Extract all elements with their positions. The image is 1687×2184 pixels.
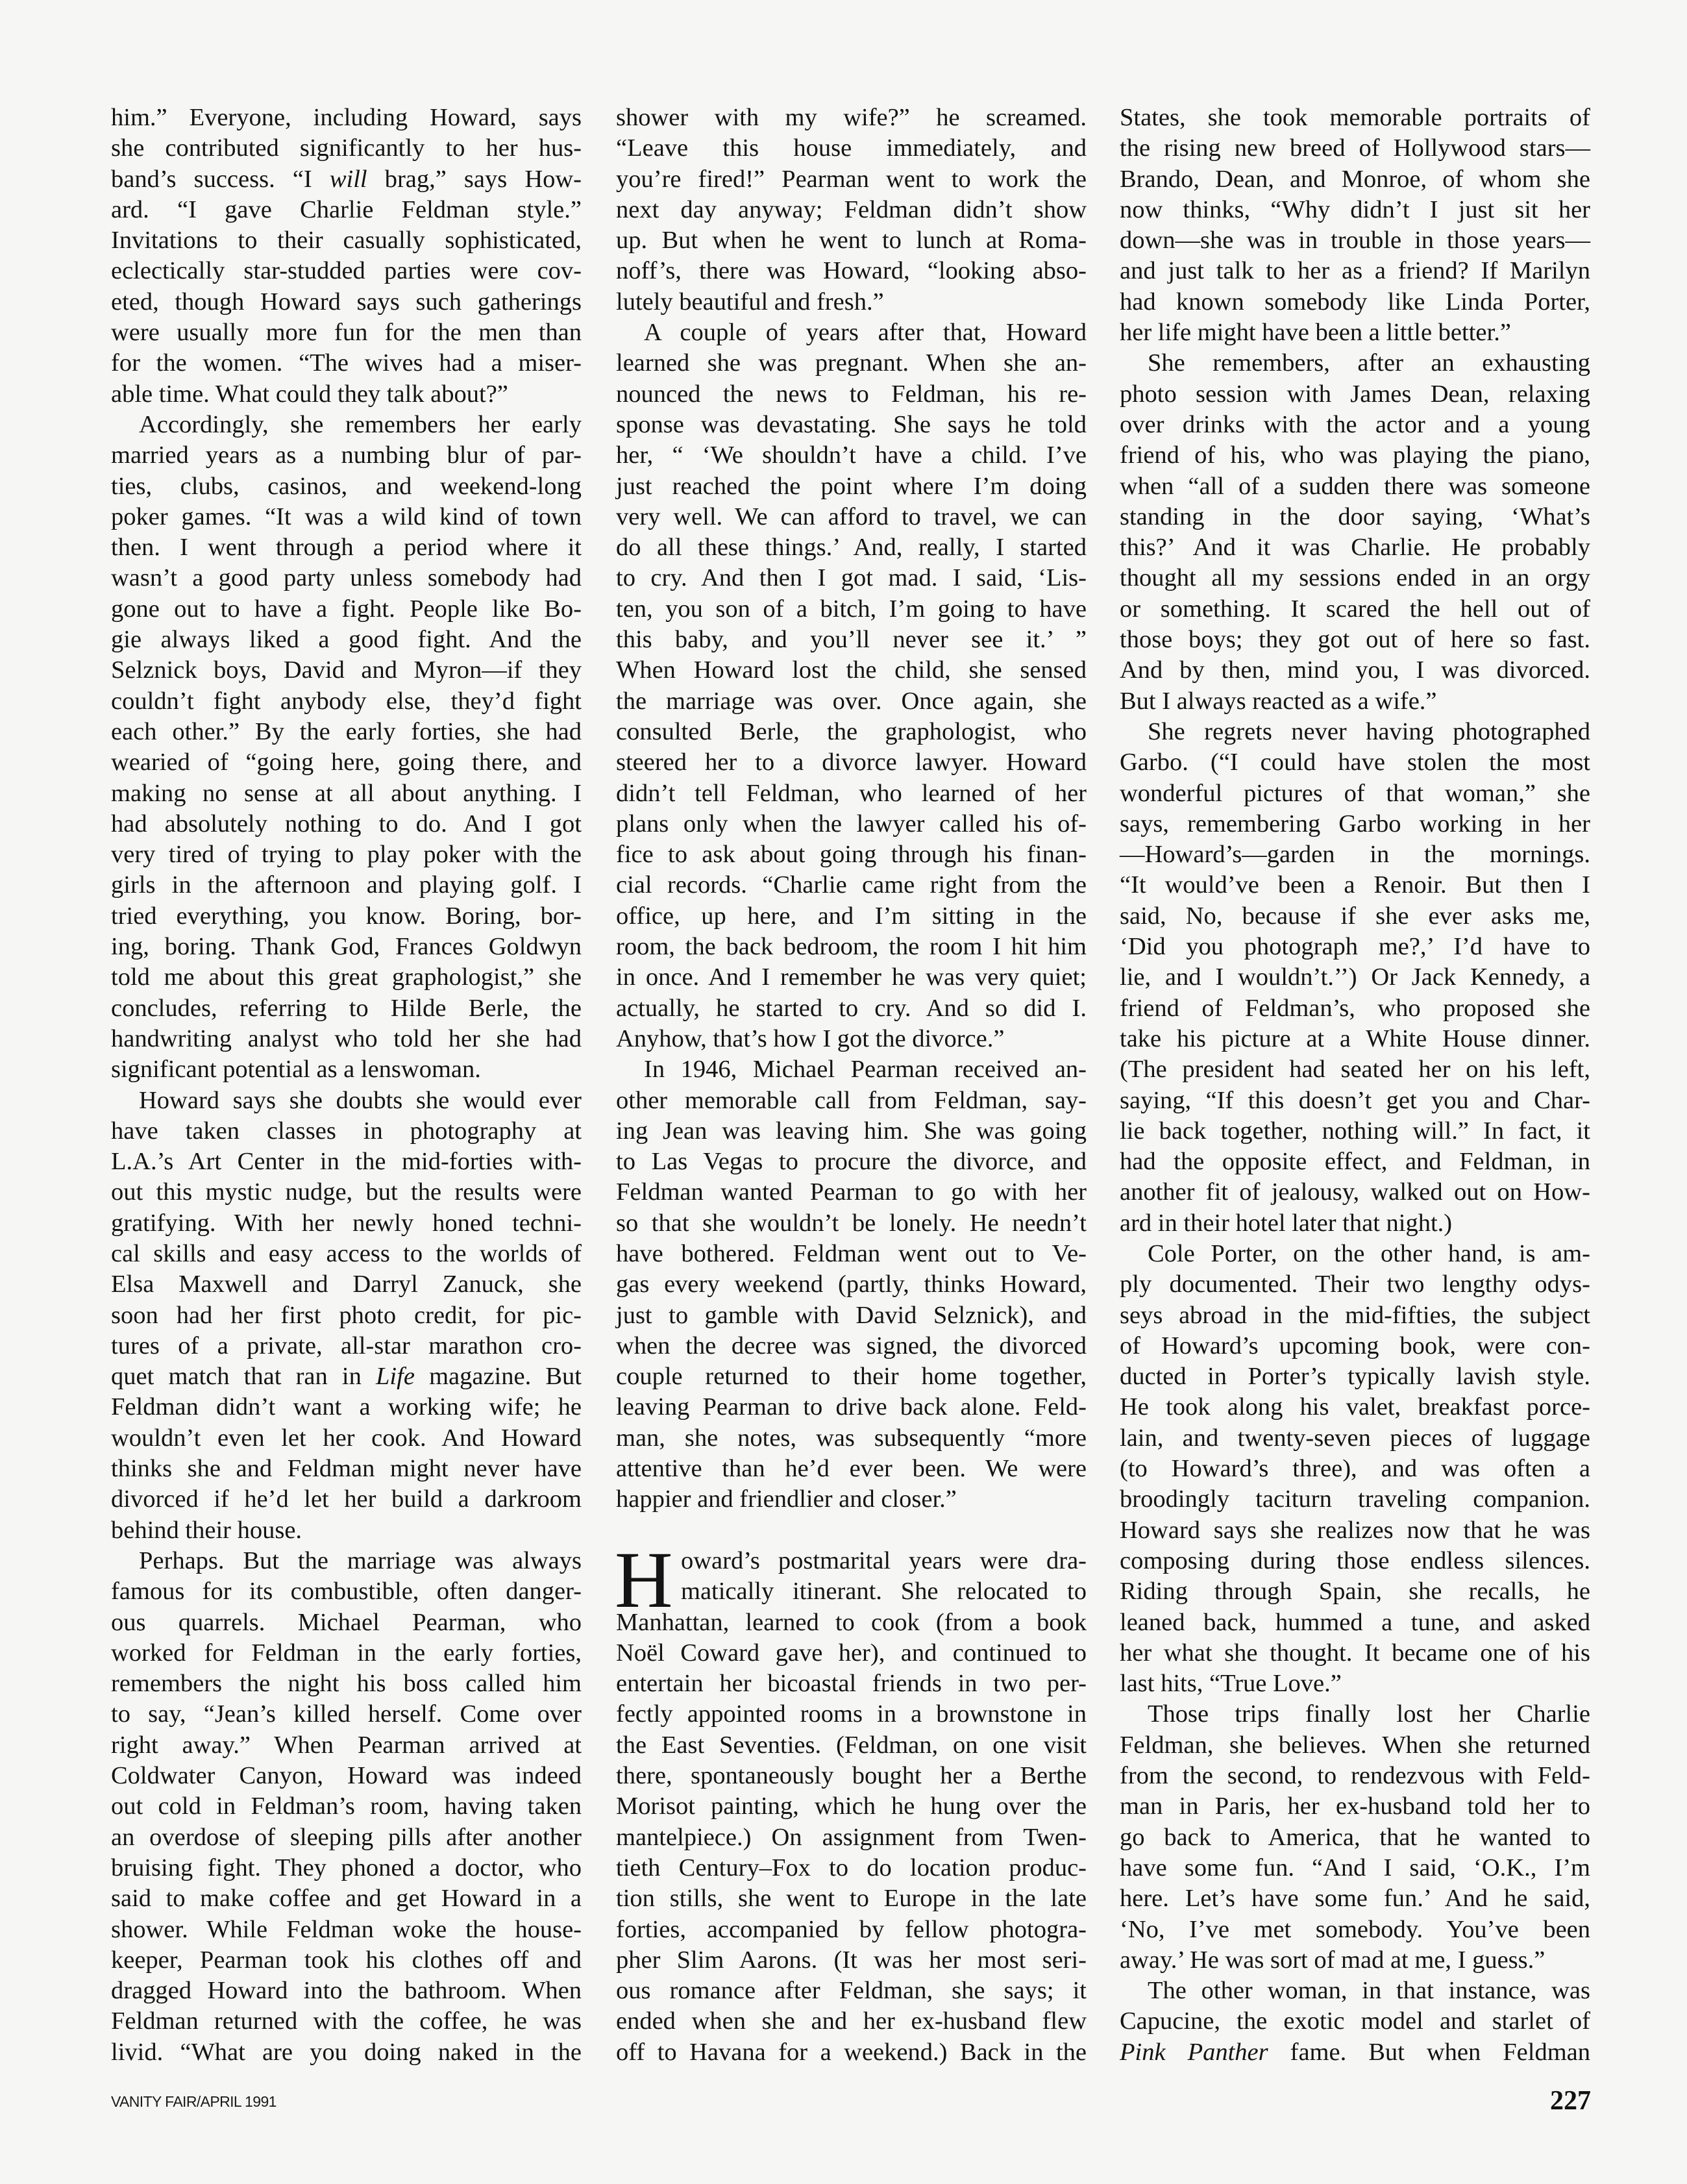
text-line: in once. And I remember he was very quiet;: [616, 963, 1087, 991]
text-line: this?’ And it was Charlie. He probably: [1120, 534, 1590, 562]
text-column-3: [1120, 103, 1590, 2068]
text-line: from the second, to rendezvous with Feld-: [1120, 1762, 1590, 1790]
text-line: of Howard’s upcoming book, were con-: [1120, 1332, 1590, 1359]
text-line: matically itinerant. She relocated to: [681, 1578, 1087, 1606]
text-line: “It would’ve been a Renoir. But then I: [1120, 871, 1590, 899]
text-line: consulted Berle, the graphologist, who: [616, 717, 1087, 745]
text-line: livid. “What are you doing naked in the: [111, 2038, 582, 2066]
text-line: cial records. “Charlie came right from the: [616, 871, 1087, 899]
text-line: plans only when the lawyer called his of-: [616, 810, 1087, 838]
text-line: Riding through Spain, she recalls, he: [1120, 1578, 1590, 1606]
paragraph: [1120, 348, 1590, 717]
text-line: happier and friendlier and closer.”: [616, 1485, 957, 1513]
text-line: forties, accompanied by fellow photogra-: [616, 1915, 1087, 1943]
text-line: He took along his valet, breakfast porce-: [1120, 1393, 1590, 1421]
paragraph: [615, 1535, 1087, 2068]
text-line: nounced the news to Feldman, his re-: [616, 380, 1087, 408]
text-line: had absolutely nothing to do. And I got: [111, 810, 582, 838]
text-segment: band’s success. “I: [111, 165, 330, 193]
text-line: tion stills, she went to Europe in the late: [616, 1885, 1087, 1913]
text-line: next day anyway; Feldman didn’t show: [616, 195, 1087, 223]
text-line: —Howard’s—garden in the mornings.: [1120, 841, 1590, 869]
text-line: said, No, because if she ever asks me,: [1120, 902, 1590, 930]
text-line: thinks she and Feldman might never have: [111, 1455, 582, 1483]
text-line: eclectically star-studded parties were cov-: [111, 257, 582, 285]
text-line: the rising new breed of Hollywood stars—: [1120, 134, 1590, 162]
text-line: Cole Porter, on the other hand, is am-: [1148, 1239, 1590, 1267]
text-line: last hits, “True Love.”: [1120, 1670, 1342, 1698]
text-line: Feldman wanted Pearman to go with her: [616, 1178, 1087, 1206]
text-line: wouldn’t even let her cook. And Howard: [111, 1424, 582, 1452]
paragraph: [1120, 1976, 1590, 2068]
text-line: or something. It scared the hell out of: [1120, 595, 1590, 623]
paragraph: [1120, 1699, 1590, 1976]
text-line: other memorable call from Feldman, say-: [616, 1086, 1087, 1114]
text-line: Feldman returned with the coffee, he was: [111, 2007, 582, 2035]
text-line: And by then, mind you, I was divorced.: [1120, 656, 1590, 684]
drop-cap: H: [615, 1535, 673, 1624]
text-line: wasn’t a good party unless somebody had: [111, 564, 582, 592]
text-line: go back to America, that he wanted to: [1120, 1823, 1590, 1851]
text-line: But I always reacted as a wife.”: [1120, 687, 1437, 715]
paragraph: [616, 103, 1087, 317]
text-line: office, up here, and I’m sitting in the: [616, 902, 1087, 930]
text-line: Those trips finally lost her Charlie: [1148, 1700, 1590, 1728]
paragraph: [1120, 103, 1590, 348]
text-line: remembers the night his boss called him: [111, 1670, 582, 1698]
text-line: her life might have been a little better.”: [1120, 319, 1511, 347]
text-line: her, “ ‘We shouldn’t have a child. I’ve: [616, 441, 1087, 469]
text-line: In 1946, Michael Pearman received an-: [644, 1056, 1087, 1084]
paragraph: [616, 1054, 1087, 1515]
text-line: out this mystic nudge, but the results were: [111, 1178, 582, 1206]
text-line: gratifying. With her newly honed techni-: [111, 1209, 582, 1237]
text-line: Coldwater Canyon, Howard was indeed: [111, 1762, 582, 1790]
text-line: States, she took memorable portraits of: [1120, 104, 1590, 131]
text-line: you’re fired!” Pearman went to work the: [616, 165, 1087, 193]
text-line: pher Slim Aarons. (It was her most seri-: [616, 1946, 1087, 1974]
text-line: right away.” When Pearman arrived at: [111, 1731, 582, 1759]
text-line: tried everything, you know. Boring, bor-: [111, 902, 582, 930]
text-line: Feldman didn’t want a working wife; he: [111, 1393, 582, 1421]
text-line: A couple of years after that, Howard: [644, 319, 1087, 347]
text-line: him.” Everyone, including Howard, says: [111, 104, 582, 131]
text-line: Brando, Dean, and Monroe, of whom she: [1120, 165, 1590, 193]
text-line: those boys; they got out of here so fast.: [1120, 626, 1590, 654]
text-line: fectly appointed rooms in a brownstone in: [616, 1700, 1087, 1728]
text-line: Noël Coward gave her), and continued to: [616, 1639, 1087, 1667]
text-column-1: [111, 103, 582, 2068]
text-column-2: [616, 103, 1087, 2068]
text-line: ous quarrels. Michael Pearman, who: [111, 1608, 582, 1636]
text-line: have taken classes in photography at: [111, 1117, 582, 1145]
text-line: L.A.’s Art Center in the mid-forties with-: [111, 1148, 582, 1176]
paragraph: [1120, 717, 1590, 1239]
text-line: up. But when he went to lunch at Roma-: [616, 227, 1087, 254]
text-line: didn’t tell Feldman, who learned of her: [616, 779, 1087, 807]
text-line: entertain her bicoastal friends in two per-: [616, 1670, 1087, 1698]
text-line: ended when she and her ex-husband flew: [616, 2007, 1087, 2035]
text-line: composing during those endless silences.: [1120, 1546, 1590, 1574]
text-line: shower. While Feldman woke the house-: [111, 1915, 582, 1943]
text-line: making no sense at all about anything. I: [111, 779, 582, 807]
text-line: steered her to a divorce lawyer. Howard: [616, 749, 1087, 776]
text-line: man, she notes, was subsequently “more: [616, 1424, 1087, 1452]
text-line: ‘Did you photograph me?,’ I’d have to: [1120, 933, 1590, 961]
text-line: ous romance after Feldman, she says; it: [616, 1977, 1087, 2005]
text-line: [111, 164, 582, 195]
text-line: were usually more fun for the men than: [111, 319, 582, 347]
italic-text: Pink Panther: [1120, 2038, 1268, 2066]
publication-footer: VANITY FAIR/APRIL 1991: [111, 2093, 277, 2110]
text-line: says, remembering Garbo working in her: [1120, 810, 1590, 838]
text-line: for the women. “The wives had a miser-: [111, 349, 582, 377]
text-line: room, the back bedroom, the room I hit him: [616, 933, 1087, 961]
text-line: actually, he started to cry. And so did I.: [616, 994, 1087, 1022]
text-line: significant potential as a lenswoman.: [111, 1056, 481, 1084]
text-line: friend of his, who was playing the piano,: [1120, 441, 1590, 469]
text-line: ing, boring. Thank God, Frances Goldwyn: [111, 933, 582, 961]
text-line: gas every weekend (partly, thinks Howard,: [616, 1271, 1087, 1298]
text-line: Howard says she realizes now that he was: [1120, 1516, 1590, 1544]
text-line: couple returned to their home together,: [616, 1363, 1087, 1391]
text-segment: brag,” says How-: [367, 165, 582, 193]
text-line: now thinks, “Why didn’t I just sit her: [1120, 195, 1590, 223]
text-line: able time. What could they talk about?”: [111, 380, 508, 408]
text-line: ducted in Porter’s typically lavish style.: [1120, 1363, 1590, 1391]
text-line: bruising fight. They phoned a doctor, who: [111, 1854, 582, 1881]
text-line: noff’s, there was Howard, “looking abso-: [616, 257, 1087, 285]
text-line: oward’s postmarital years were dra-: [681, 1546, 1087, 1574]
text-line: Feldman, she believes. When she returned: [1120, 1731, 1590, 1759]
text-line: gone out to have a fight. People like Bo-: [111, 595, 582, 623]
text-line: very tired of trying to play poker with the: [111, 841, 582, 869]
text-line: [1120, 2037, 1590, 2068]
text-segment: fame. But when Feldman: [1268, 2038, 1590, 2066]
text-line: an overdose of sleeping pills after another: [111, 1823, 582, 1851]
italic-text: will: [329, 165, 367, 193]
text-line: the East Seventies. (Feldman, on one visit: [616, 1731, 1087, 1759]
text-line: then. I went through a period where it: [111, 534, 582, 562]
paragraph: [111, 1086, 582, 1546]
text-line: lie, and I wouldn’t.’’) Or Jack Kennedy, a: [1120, 963, 1590, 991]
text-line: ard. “I gave Charlie Feldman style.”: [111, 195, 582, 223]
text-line: eted, though Howard says such gatherings: [111, 288, 582, 316]
text-line: said to make coffee and get Howard in a: [111, 1885, 582, 1913]
text-line: leaving Pearman to drive back alone. Feld-: [616, 1393, 1087, 1421]
text-line: divorced if he’d let her build a darkroom: [111, 1485, 582, 1513]
text-line: over drinks with the actor and a young: [1120, 410, 1590, 438]
text-line: mantelpiece.) On assignment from Twen-: [616, 1823, 1087, 1851]
text-line: leaned back, hummed a tune, and asked: [1120, 1608, 1590, 1636]
text-line: attentive than he’d ever been. We were: [616, 1455, 1087, 1483]
text-line: had known somebody like Linda Porter,: [1120, 288, 1590, 316]
text-line: concludes, referring to Hilde Berle, the: [111, 994, 582, 1022]
text-line: ties, clubs, casinos, and weekend-long: [111, 472, 582, 500]
text-line: saying, “If this doesn’t get you and Char-: [1120, 1086, 1590, 1114]
text-line: just to gamble with David Selznick), and: [616, 1301, 1087, 1329]
text-line: ard in their hotel later that night.): [1120, 1209, 1453, 1237]
paragraph: [1120, 1239, 1590, 1699]
text-line: lain, and twenty-seven pieces of luggage: [1120, 1424, 1590, 1452]
text-line: down—she was in trouble in those years—: [1120, 227, 1590, 254]
text-line: thought all my sessions ended in an orgy: [1120, 564, 1590, 592]
text-line: poker games. “It was a wild kind of town: [111, 503, 582, 530]
text-line: [111, 1361, 582, 1392]
text-line: She remembers, after an exhausting: [1148, 349, 1590, 377]
text-line: just reached the point where I’m doing: [616, 472, 1087, 500]
text-line: ten, you son of a bitch, I’m going to have: [616, 595, 1087, 623]
text-line: Manhattan, learned to cook (from a book: [616, 1608, 1087, 1636]
text-line: the marriage was over. Once again, she: [616, 687, 1087, 715]
text-segment: quet match that ran in: [111, 1363, 376, 1391]
text-line: off to Havana for a weekend.) Back in the: [616, 2038, 1087, 2066]
text-line: Howard says she doubts she would ever: [139, 1086, 582, 1114]
text-line: Perhaps. But the marriage was always: [139, 1546, 582, 1574]
text-line: have some fun. “And I said, ‘O.K., I’m: [1120, 1854, 1590, 1881]
text-line: broodingly taciturn traveling companion.: [1120, 1485, 1590, 1513]
text-line: there, spontaneously bought her a Berthe: [616, 1762, 1087, 1790]
page-number: 227: [1550, 2086, 1591, 2116]
text-line: When Howard lost the child, she sensed: [616, 656, 1087, 684]
text-line: couldn’t fight anybody else, they’d fight: [111, 687, 582, 715]
text-line: worked for Feldman in the early forties,: [111, 1639, 582, 1667]
text-line: when the decree was signed, the divorced: [616, 1332, 1087, 1359]
text-line: The other woman, in that instance, was: [1148, 1977, 1590, 2005]
text-line: wearied of “going here, going there, and: [111, 749, 582, 776]
text-line: Garbo. (“I could have stolen the most: [1120, 749, 1590, 776]
text-line: this baby, and you’ll never see it.’ ”: [616, 626, 1087, 654]
text-line: behind their house.: [111, 1516, 302, 1544]
text-line: very well. We can afford to travel, we can: [616, 503, 1087, 530]
text-line: sponse was devastating. She says he told: [616, 410, 1087, 438]
text-line: lutely beautiful and fresh.”: [616, 288, 884, 316]
text-line: do all these things.’ And, really, I started: [616, 534, 1087, 562]
text-line: another fit of jealousy, walked out on How-: [1120, 1178, 1590, 1206]
text-line: here. Let’s have some fun.’ And he said,: [1120, 1885, 1590, 1913]
text-line: tures of a private, all-star marathon cro-: [111, 1332, 582, 1359]
text-line: Invitations to their casually sophisticated,: [111, 227, 582, 254]
text-line: so that she wouldn’t be lonely. He needn’t: [616, 1209, 1087, 1237]
text-line: married years as a numbing blur of par-: [111, 441, 582, 469]
paragraph: [111, 410, 582, 1086]
text-line: cal skills and easy access to the worlds of: [111, 1239, 582, 1267]
text-line: dragged Howard into the bathroom. When: [111, 1977, 582, 2005]
text-line: gie always liked a good fight. And the: [111, 626, 582, 654]
text-line: Anyhow, that’s how I got the divorce.”: [616, 1024, 1005, 1052]
text-line: Accordingly, she remembers her early: [139, 410, 582, 438]
text-line: famous for its combustible, often danger-: [111, 1578, 582, 1606]
text-line: away.’ He was sort of mad at me, I guess.”: [1120, 1946, 1545, 1974]
text-line: ply documented. Their two lengthy odys-: [1120, 1271, 1590, 1298]
text-line: Elsa Maxwell and Darryl Zanuck, she: [111, 1271, 582, 1298]
text-line: Morisot painting, which he hung over the: [616, 1793, 1087, 1820]
text-line: she contributed significantly to her hus-: [111, 134, 582, 162]
paragraph: [111, 103, 582, 410]
text-line: girls in the afternoon and playing golf. I: [111, 871, 582, 899]
text-line: her what she thought. It became one of his: [1120, 1639, 1590, 1667]
italic-text: Life: [376, 1363, 415, 1391]
text-line: wonderful pictures of that woman,” she: [1120, 779, 1590, 807]
text-line: (The president had seated her on his left,: [1120, 1056, 1590, 1084]
text-line: told me about this great graphologist,” she: [111, 963, 582, 991]
text-line: shower with my wife?” he screamed.: [616, 104, 1087, 131]
text-line: when “all of a sudden there was someone: [1120, 472, 1590, 500]
text-line: learned she was pregnant. When she an-: [616, 349, 1087, 377]
text-line: each other.” By the early forties, she had: [111, 717, 582, 745]
text-line: handwriting analyst who told her she had: [111, 1024, 582, 1052]
text-line: photo session with James Dean, relaxing: [1120, 380, 1590, 408]
text-line: (to Howard’s three), and was often a: [1120, 1455, 1590, 1483]
text-line: to Las Vegas to procure the divorce, and: [616, 1148, 1087, 1176]
text-line: to cry. And then I got mad. I said, ‘Lis-: [616, 564, 1087, 592]
text-line: fice to ask about going through his finan-: [616, 841, 1087, 869]
text-segment: magazine. But: [414, 1363, 582, 1391]
text-line: to say, “Jean’s killed herself. Come over: [111, 1700, 582, 1728]
text-line: had the opposite effect, and Feldman, in: [1120, 1148, 1590, 1176]
text-line: and just talk to her as a friend? If Marilyn: [1120, 257, 1590, 285]
text-line: soon had her first photo credit, for pic-: [111, 1301, 582, 1329]
text-line: She regrets never having photographed: [1148, 717, 1590, 745]
text-line: standing in the door saying, ‘What’s: [1120, 503, 1590, 530]
text-line: Selznick boys, David and Myron—if they: [111, 656, 582, 684]
text-line: ing Jean was leaving him. She was going: [616, 1117, 1087, 1145]
text-line: take his picture at a White House dinner.: [1120, 1024, 1590, 1052]
text-line: out cold in Feldman’s room, having taken: [111, 1793, 582, 1820]
paragraph: [616, 317, 1087, 1054]
text-line: tieth Century–Fox to do location produc-: [616, 1854, 1087, 1881]
text-line: friend of Feldman’s, who proposed she: [1120, 994, 1590, 1022]
paragraph: [111, 1546, 582, 2068]
text-line: keeper, Pearman took his clothes off and: [111, 1946, 582, 1974]
text-line: ‘No, I’ve met somebody. You’ve been: [1120, 1915, 1590, 1943]
text-line: have bothered. Feldman went out to Ve-: [616, 1239, 1087, 1267]
text-line: “Leave this house immediately, and: [616, 134, 1087, 162]
text-line: seys abroad in the mid-fifties, the subject: [1120, 1301, 1590, 1329]
text-line: lie back together, nothing will.” In fact, it: [1120, 1117, 1590, 1145]
text-line: man in Paris, her ex-husband told her to: [1120, 1793, 1590, 1820]
text-line: Capucine, the exotic model and starlet of: [1120, 2007, 1590, 2035]
